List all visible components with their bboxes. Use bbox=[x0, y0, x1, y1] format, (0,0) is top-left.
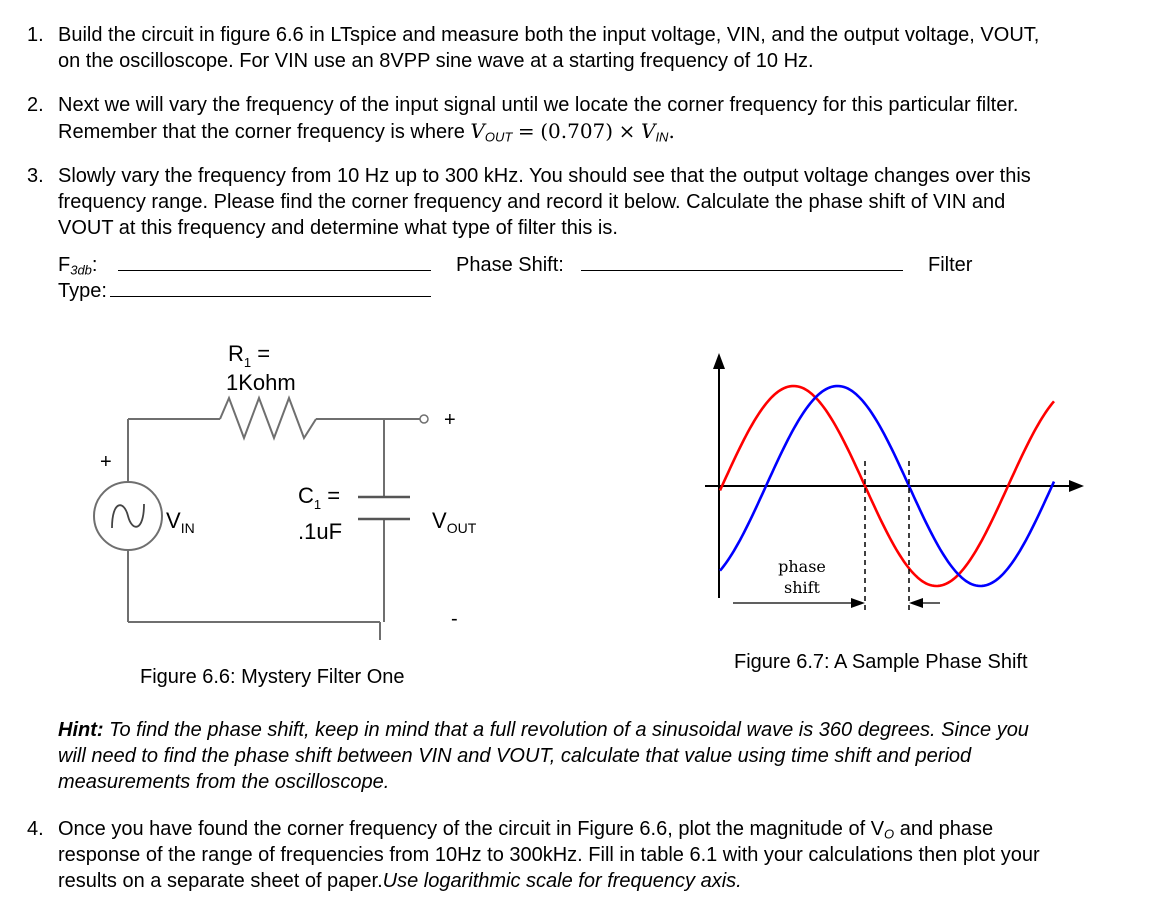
r1-value: 1Kohm bbox=[226, 370, 296, 395]
item-3-number: 3. bbox=[27, 165, 44, 187]
phase-label-line-2: shift bbox=[784, 578, 820, 597]
figure-6-6-caption: Figure 6.6: Mystery Filter One bbox=[140, 666, 405, 688]
item-2-line-2-text: Remember that the corner frequency is where bbox=[58, 121, 465, 143]
y-axis-arrow-icon bbox=[713, 353, 725, 369]
phase-shift-label: Phase Shift: bbox=[456, 254, 564, 276]
item-2-line-2 bbox=[58, 118, 675, 151]
source-icon bbox=[94, 482, 162, 550]
vout-label: $V_{OUT}$ bbox=[432, 508, 477, 536]
item-4-italic-note: Use logarithmic scale for frequency axis. bbox=[382, 870, 742, 892]
figure-6-6-circuit bbox=[80, 330, 500, 650]
c1-label: $C_1$ = bbox=[298, 483, 341, 512]
figure-6-7-plot bbox=[700, 345, 1090, 620]
filter-label: Filter bbox=[928, 254, 973, 276]
phase-arrow-right-head-icon bbox=[909, 598, 923, 608]
item-2-line-1: Next we will vary the frequency of the input signal until we locate the corner frequency for this particular filter. bbox=[58, 94, 1019, 116]
corner-formula: $V_{OUT} = (0.707) \times V_{IN}$. bbox=[470, 119, 675, 145]
output-terminal-icon bbox=[420, 415, 428, 423]
output-minus: - bbox=[451, 608, 458, 630]
input-plus: + bbox=[100, 451, 112, 473]
resistor-zigzag-icon bbox=[220, 398, 316, 438]
item-4-line-2: response of the range of frequencies from 10Hz to 300kHz. Fill in table 6.1 with your calculations then plot your bbox=[58, 844, 1040, 866]
item-2-number: 2. bbox=[27, 94, 44, 116]
item-3-line-2: frequency range. Please find the corner frequency and record it below. Calculate the phase shift of VIN and bbox=[58, 191, 1006, 213]
phase-arrow-left-head-icon bbox=[851, 598, 865, 608]
hint-line-2: will need to find the phase shift between VIN and VOUT, calculate that value using time shift and period bbox=[58, 745, 972, 767]
item-1-line-1: Build the circuit in figure 6.6 in LTspice and measure both the input voltage, VIN, and the output voltage, VOUT, bbox=[58, 24, 1040, 46]
type-blank-line[interactable] bbox=[110, 296, 431, 297]
f3db-label: $F_{3db}$: bbox=[58, 254, 98, 278]
type-label: Type: bbox=[58, 280, 107, 302]
output-plus: + bbox=[444, 409, 456, 431]
c1-value: .1uF bbox=[298, 519, 343, 544]
item-1-number: 1. bbox=[27, 24, 44, 46]
vin-label: $V_{IN}$ bbox=[166, 508, 195, 536]
item-4-line-3: results on a separate sheet of paper.Use logarithmic scale for frequency axis. bbox=[58, 870, 742, 892]
hint-line-3: measurements from the oscilloscope. bbox=[58, 771, 390, 793]
item-3-line-1: Slowly vary the frequency from 10 Hz up to 300 kHz. You should see that the output voltage changes over this bbox=[58, 165, 1031, 187]
hint-line-1: Hint: To find the phase shift, keep in mind that a full revolution of a sinusoidal wave is 360 degrees. Since you bbox=[58, 719, 1029, 741]
item-3-line-3: VOUT at this frequency and determine what type of filter this is. bbox=[58, 217, 618, 239]
f3db-blank-line[interactable] bbox=[118, 270, 431, 271]
item-1-line-2: on the oscilloscope. For VIN use an 8VPP sine wave at a starting frequency of 10 Hz. bbox=[58, 50, 814, 72]
x-axis-arrow-icon bbox=[1069, 480, 1084, 492]
figure-6-7-caption: Figure 6.7: A Sample Phase Shift bbox=[734, 651, 1028, 673]
phase-label-line-1: phase bbox=[778, 557, 826, 576]
hint-label: Hint: bbox=[58, 719, 104, 741]
item-4-line-1: Once you have found the corner frequency of the circuit in Figure 6.6, plot the magnitude of $V_O$ and phase bbox=[58, 818, 994, 842]
r1-label: $R_1$ = bbox=[228, 341, 271, 370]
item-4-number: 4. bbox=[27, 818, 44, 840]
phase-shift-blank-line[interactable] bbox=[581, 270, 903, 271]
